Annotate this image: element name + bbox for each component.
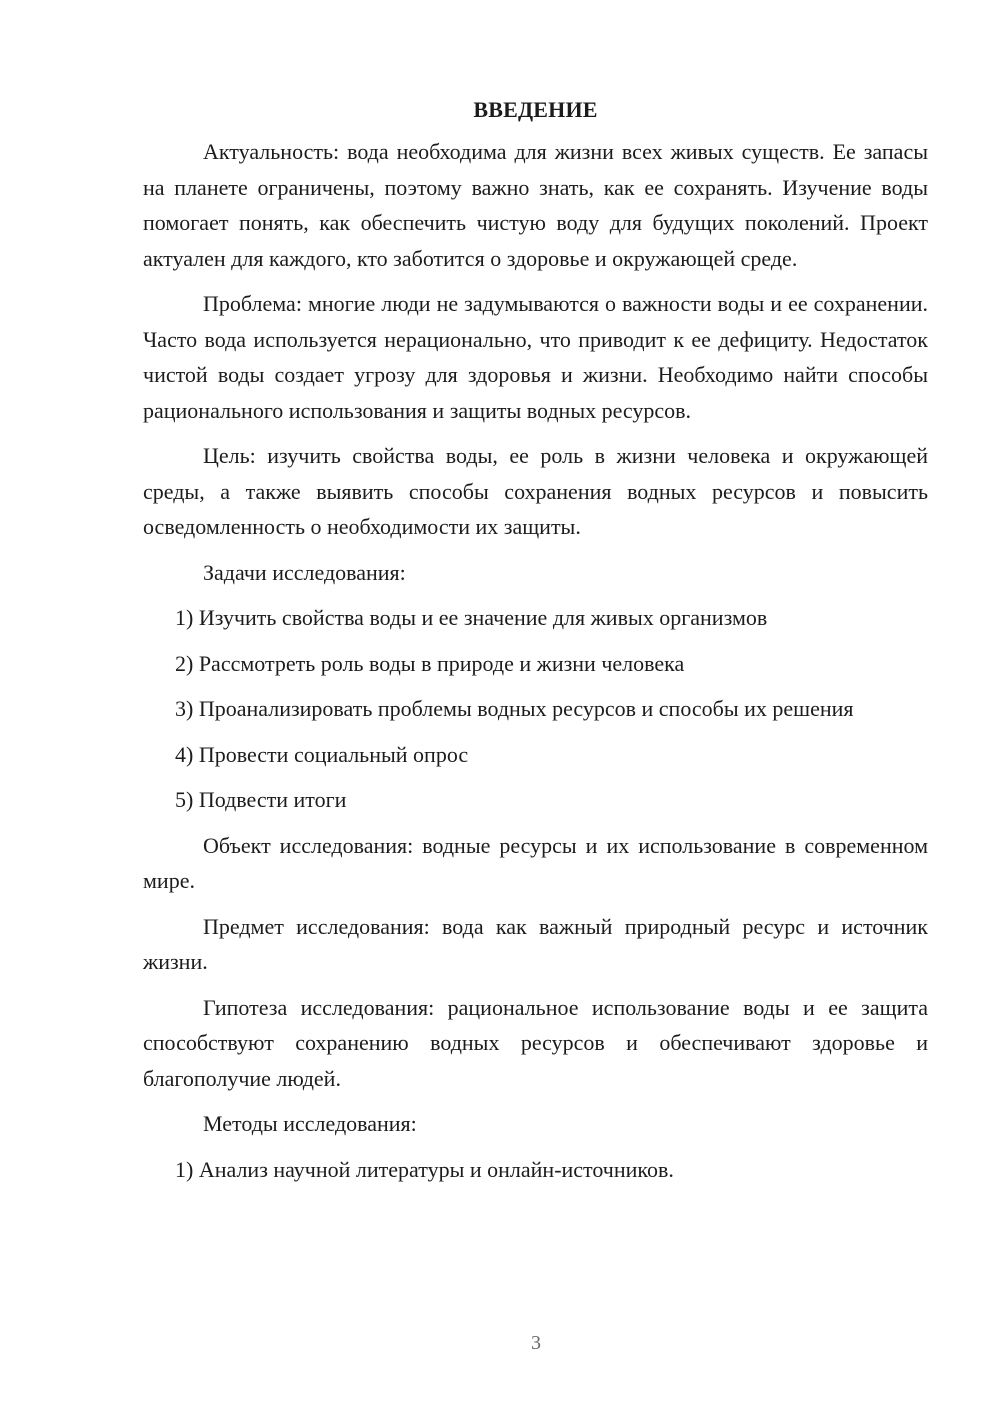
task-item-2: 2) Рассмотреть роль воды в природе и жизни человека bbox=[175, 650, 685, 676]
methods-heading: Методы исследования: bbox=[203, 1111, 417, 1136]
tasks-heading: Задачи исследования: bbox=[203, 559, 406, 585]
hypothesis-paragraph: Гипотеза исследования: рациональное использование воды и ее защита способствуют сохранению водных ресурсов и обеспечивают здоровье и благополучие людей. bbox=[143, 994, 928, 1091]
task-item-5: 5) Подвести итоги bbox=[175, 787, 347, 812]
method-item-1: 1) Анализ научной литературы и онлайн-источников. bbox=[175, 1156, 674, 1182]
relevance-paragraph: Актуальность: вода необходима для жизни всех живых существ. Ее запасы на планете ограничены, поэтому важно знать, как ее сохранять. Изучение воды помогает понять, как обеспечить чистую воду для будущих поколений. Проект актуален для каждого, кто заботится о здоровье и окружающей среде. bbox=[143, 139, 928, 271]
goal-paragraph: Цель: изучить свойства воды, ее роль в жизни человека и окружающей среды, а также выявить способы сохранения водных ресурсов и повысить осведомленность о необходимости их защиты. bbox=[143, 443, 928, 539]
problem-paragraph: Проблема: многие люди не задумываются о важности воды и ее сохранении. Часто вода используется нерационально, что приводит к ее дефициту. Недостаток чистой воды создает угрозу для здоровья и жизни. Необходимо найти способы рационального использования и защиты водных ресурсов. bbox=[143, 291, 928, 423]
task-item-3: 3) Проанализировать проблемы водных ресурсов и способы их решения bbox=[175, 696, 854, 721]
object-paragraph: Объект исследования: водные ресурсы и их использование в современном мире. bbox=[143, 832, 928, 893]
section-title: ВВЕДЕНИЕ bbox=[473, 97, 598, 122]
page-content bbox=[143, 92, 928, 1197]
task-item-1: 1) Изучить свойства воды и ее значение для живых организмов bbox=[175, 605, 768, 630]
subject-paragraph: Предмет исследования: вода как важный природный ресурс и источник жизни. bbox=[143, 913, 928, 974]
task-item-4: 4) Провести социальный опрос bbox=[175, 741, 469, 767]
page-number: 3 bbox=[531, 1332, 541, 1354]
